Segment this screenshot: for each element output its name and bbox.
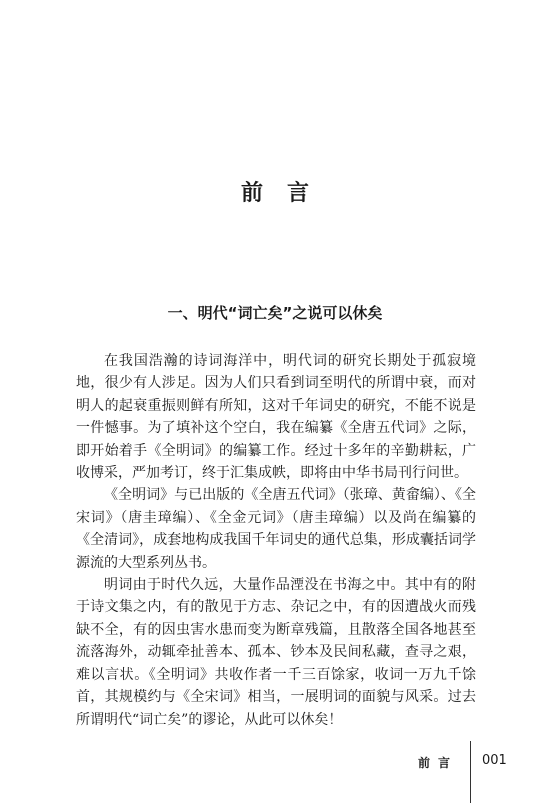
paragraph-3: 明词由于时代久远，大量作品湮没在书海之中。其中有的附于诗文集之内，有的散见于方志、杂记之中，有的因遭战火而残缺不全，有的因虫害水患而变为断章残篇，且散落全国各地甚至流落海外，动辄牵扯善本、孤本、钞本及民间私藏，查寻之艰，难以言状。《全明词》共收作者一千三百馀家，收词一万九千馀首，其规模约与《全宋词》相当，一展明词的面貌与风采。过去所谓明代“词亡矣”的谬论，从此可以休矣！ bbox=[76, 577, 476, 728]
page-number: 001 bbox=[482, 753, 507, 768]
footer-divider bbox=[470, 741, 471, 803]
paragraph-1: 在我国浩瀚的诗词海洋中，明代词的研究长期处于孤寂境地，很少有人涉足。因为人们只看到词至明代的所谓中衰，而对明人的起衰重振则鲜有所知，这对千年词史的研究，不能不说是一件憾事。为了填补这个空白，我在编纂《全唐五代词》之际，即开始着手《全明词》的编纂工作。经过十多年的辛勤耕耘，广收博采，严加考订，终于汇集成帙，即将由中华书局刊行问世。 bbox=[76, 353, 476, 482]
page-title: 前言 bbox=[240, 181, 333, 206]
section-heading: 一、明代“词亡矣”之说可以休矣 bbox=[167, 304, 383, 322]
body-text bbox=[76, 350, 476, 731]
paragraph-2: 《全明词》与已出版的《全唐五代词》（张璋、黄畲编）、《全宋词》（唐圭璋编）、《全金元词》（唐圭璋编）以及尚在编纂的《全清词》，成套地构成我国千年词史的通代总集，形成囊括词学源流的大型系列丛书。 bbox=[76, 487, 476, 571]
footer-section-title: 前言 bbox=[418, 756, 459, 770]
